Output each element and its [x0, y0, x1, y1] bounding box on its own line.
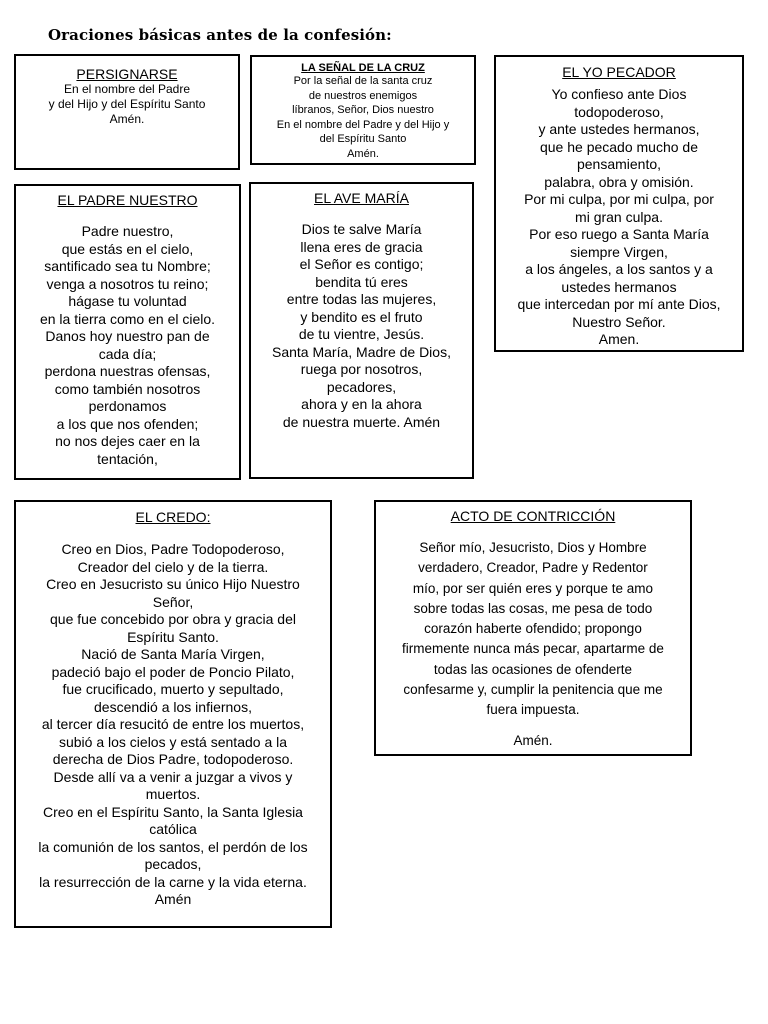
- prayer-line: que intercedan por mí ante Dios,: [517, 296, 721, 312]
- prayer-line: muertos.: [145, 786, 201, 802]
- prayer-line: ustedes hermanos: [561, 278, 677, 295]
- prayer-line: entre todas las mujeres,: [286, 291, 437, 307]
- prayer-line: fuera impuesta.: [486, 702, 580, 718]
- padre-nuestro-text: [16, 223, 239, 468]
- prayer-line: el Señor es contigo;: [299, 256, 424, 272]
- prayer-line: hágase tu voluntad: [68, 293, 187, 309]
- padre-nuestro-heading: EL PADRE NUESTRO: [57, 192, 198, 208]
- prayer-line: ahora y en la ahora: [301, 396, 422, 412]
- prayer-line: que fue concebido por obra y gracia del: [50, 611, 296, 627]
- prayer-line: no nos dejes caer en la: [55, 433, 200, 449]
- prayer-line: bendita tú eres: [315, 273, 408, 290]
- prayer-line: Padre nuestro,: [81, 223, 174, 239]
- prayer-line: Creador del cielo y de la tierra.: [77, 558, 269, 575]
- prayer-line: y bendito es el fruto: [300, 308, 423, 325]
- prayer-line: Señor,: [152, 593, 194, 610]
- prayer-line: a los ángeles, a los santos y a: [525, 261, 713, 277]
- contriccion-heading: ACTO DE CONTRICCIÓN: [450, 508, 616, 524]
- prayer-line: la comunión de los santos, el perdón de los: [38, 838, 308, 855]
- page-title: Oraciones básicas antes de la confesión:: [48, 26, 392, 44]
- prayer-line: Dios te salve María: [301, 221, 422, 237]
- prayer-line: corazón haberte ofendido; propongo: [424, 621, 642, 637]
- prayer-line: Santa María, Madre de Dios,: [272, 343, 451, 360]
- ave-maria-heading: EL AVE MARÍA: [314, 190, 409, 206]
- yo-pecador-heading: EL YO PECADOR: [562, 64, 676, 80]
- yo-pecador-box: [494, 55, 744, 352]
- prayer-line: En el nombre del Padre: [63, 82, 191, 96]
- prayer-line: En el nombre del Padre y del Hijo y: [276, 118, 450, 131]
- prayer-line: pensamiento,: [576, 156, 662, 172]
- prayer-line: llena eres de gracia: [300, 238, 423, 255]
- prayer-line: tentación,: [97, 450, 158, 467]
- prayer-line: Creo en Dios, Padre Todopoderoso,: [61, 541, 285, 557]
- prayer-line: subió a los cielos y está sentado a la: [58, 733, 288, 750]
- prayer-line: Danos hoy nuestro pan de: [45, 328, 210, 344]
- prayer-line: siempre Virgen,: [570, 243, 668, 260]
- prayer-line: padeció bajo el poder de Poncio Pilato,: [51, 663, 295, 680]
- prayer-line: perdonamos: [88, 398, 167, 414]
- prayer-line: que estás en el cielo,: [61, 240, 194, 257]
- prayer-line: líbranos, Señor, Dios nuestro: [292, 104, 434, 116]
- contriccion-box: [374, 500, 692, 756]
- prayer-line: Yo confieso ante Dios: [551, 86, 687, 102]
- contriccion-text: [376, 538, 690, 721]
- prayer-line: de tu vientre, Jesús.: [298, 326, 425, 342]
- credo-box: [14, 500, 332, 928]
- prayer-line: derecha de Dios Padre, todopoderoso.: [52, 751, 294, 767]
- prayer-line: santificado sea tu Nombre;: [44, 258, 211, 274]
- prayer-line: católica: [149, 821, 197, 837]
- prayer-line: perdona nuestras ofensas,: [44, 363, 211, 379]
- prayer-line: a los que nos ofenden;: [56, 415, 199, 432]
- prayer-line: Señor mío, Jesucristo, Dios y Hombre: [419, 540, 647, 555]
- prayer-line: como también nosotros: [54, 380, 201, 397]
- prayer-line: y ante ustedes hermanos,: [538, 121, 700, 137]
- senal-cruz-box: [250, 55, 476, 165]
- prayer-line: palabra, obra y omisión.: [544, 173, 694, 190]
- prayer-line: ruega por nosotros,: [300, 361, 423, 377]
- prayer-line: pecados,: [144, 856, 202, 872]
- prayer-line: cada día;: [98, 345, 157, 362]
- ave-maria-text: [251, 221, 472, 431]
- prayer-line: de nuestra muerte. Amén: [282, 413, 441, 430]
- prayer-line: y del Hijo y del Espíritu Santo: [48, 97, 206, 111]
- prayer-line: Por mi culpa, por mi culpa, por: [524, 191, 714, 207]
- persignarse-heading: PERSIGNARSE: [76, 66, 178, 82]
- prayer-line: Creo en el Espíritu Santo, la Santa Iglesia: [43, 803, 303, 820]
- padre-nuestro-box: [14, 184, 241, 480]
- prayer-line: Creo en Jesucristo su único Hijo Nuestro: [46, 576, 300, 592]
- prayer-line: de nuestros enemigos: [308, 89, 418, 102]
- credo-heading: EL CREDO:: [135, 509, 211, 525]
- prayer-line: Nació de Santa María Virgen,: [81, 646, 265, 662]
- persignarse-text: [16, 82, 238, 127]
- credo-text: [16, 541, 330, 909]
- prayer-line: del Espíritu Santo: [319, 133, 407, 145]
- prayer-line: sobre todas las cosas, me pesa de todo: [413, 600, 653, 616]
- prayer-line: fue crucificado, muerto y sepultado,: [62, 681, 284, 697]
- prayer-line: Espíritu Santo.: [127, 628, 219, 645]
- prayer-line: Amén: [154, 891, 192, 907]
- yo-pecador-text: [496, 86, 742, 349]
- prayer-line: verdadero, Creador, Padre y Redentor: [418, 560, 648, 576]
- prayer-line: todas las ocasiones de ofenderte: [433, 661, 633, 677]
- persignarse-box: [14, 54, 240, 170]
- prayer-line: confesarme y, cumplir la penitencia que me: [403, 682, 663, 698]
- prayer-line: en la tierra como en el cielo.: [39, 310, 216, 327]
- contriccion-amen: Amén.: [513, 732, 553, 748]
- prayer-line: Amen.: [598, 331, 640, 347]
- prayer-line: Amén.: [109, 112, 145, 126]
- prayer-line: firmemente nunca más pecar, apartarme de: [402, 641, 664, 657]
- prayer-line: Por la señal de la santa cruz: [293, 75, 433, 87]
- senal-cruz-heading: LA SEÑAL DE LA CRUZ: [301, 62, 425, 74]
- prayer-line: mi gran culpa.: [575, 208, 663, 225]
- prayer-line: venga a nosotros tu reino;: [46, 275, 209, 292]
- prayer-line: mío, por ser quién eres y porque te amo: [412, 580, 654, 596]
- prayer-line: que he pecado mucho de: [539, 138, 698, 155]
- prayer-line: Por eso ruego a Santa María: [529, 226, 709, 242]
- prayer-line: al tercer día resucitó de entre los muertos,: [41, 716, 305, 732]
- prayer-line: Nuestro Señor.: [572, 313, 666, 330]
- prayer-line: la resurrección de la carne y la vida eterna.: [39, 873, 307, 890]
- ave-maria-box: [249, 182, 474, 479]
- prayer-line: todopoderoso,: [574, 103, 664, 120]
- prayer-line: Amén.: [347, 147, 379, 160]
- prayer-line: Desde allí va a venir a juzgar a vivos y: [53, 768, 293, 785]
- senal-cruz-text: [252, 74, 474, 161]
- prayer-line: pecadores,: [326, 378, 397, 395]
- prayer-line: descendió a los infiernos,: [94, 698, 252, 715]
